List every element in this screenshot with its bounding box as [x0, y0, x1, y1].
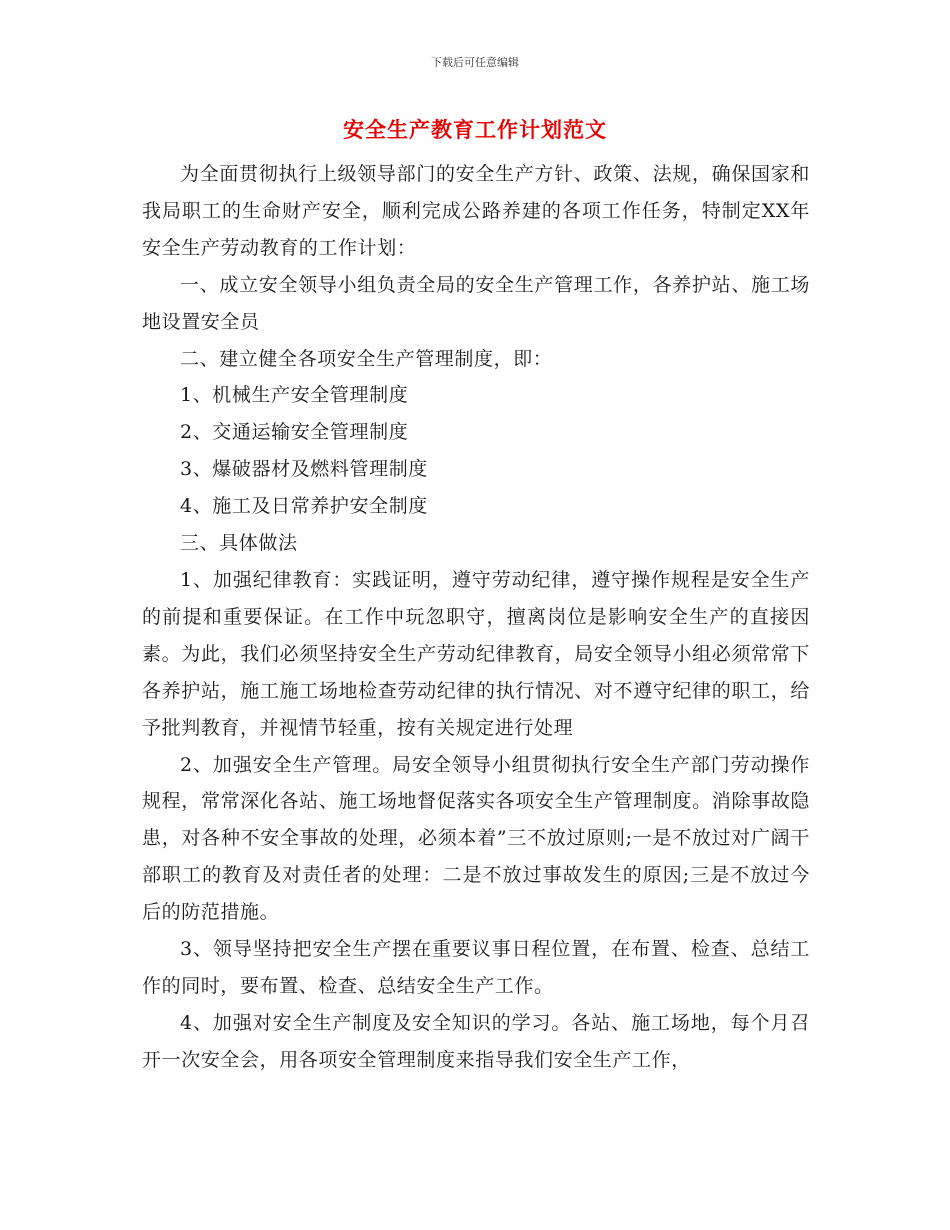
paragraph-section-2: 二、建立健全各项安全生产管理制度，即：: [180, 347, 553, 370]
document-body: [142, 156, 810, 1079]
paragraph-item: 3、爆破器材及燃料管理制度: [180, 458, 428, 481]
paragraph-section-1: 一、成立安全领导小组负责全局的安全生产管理工作，各养护站、施工场地设置安全员: [142, 273, 810, 333]
paragraph-item: 2、交通运输安全管理制度: [180, 421, 409, 444]
paragraph-method: 3、领导坚持把安全生产摆在重要议事日程位置，在布置、检查、总结工作的同时，要布置、检查、总结安全生产工作。: [142, 938, 810, 997]
paragraph-method: 2、加强安全生产管理。局安全领导小组贯彻执行安全生产部门劳动操作规程，常常深化各站、施工场地督促落实各项安全生产管理制度。消除事故隐患，对各种不安全事故的处理，必须本着”三不放过原则;一是不放过对广阔干部职工的教育及对责任者的处理：二是不放过事故发生的原因;三是不放过今后的防范措施。: [142, 753, 810, 924]
paragraph-intro: 为全面贯彻执行上级领导部门的安全生产方针、政策、法规，确保国家和我局职工的生命财产安全，顺利完成公路养建的各项工作任务，特制定XX年安全生产劳动教育的工作计划：: [142, 163, 810, 259]
document-title: 安全生产教育工作计划范文: [343, 118, 607, 142]
paragraph-item: 4、施工及日常养护安全制度: [180, 495, 428, 518]
paragraph-method: 4、加强对安全生产制度及安全知识的学习。各站、施工场地，每个月召开一次安全会，用各项安全管理制度来指导我们安全生产工作，: [142, 1011, 810, 1071]
paragraph-section-3: 三、具体做法: [180, 532, 298, 555]
header-note: 下载后可任意编辑: [431, 56, 519, 69]
paragraph-item: 1、机械生产安全管理制度: [180, 384, 409, 407]
paragraph-method: 1、加强纪律教育：实践证明，遵守劳动纪律，遵守操作规程是安全生产的前提和重要保证。在工作中玩忽职守，擅离岗位是影响安全生产的直接因素。为此，我们必须坚持安全生产劳动纪律教育，局安全领导小组必须常常下各养护站，施工施工场地检查劳动纪律的执行情况、对不遵守纪律的职工，给予批判教育，并视情节轻重，按有关规定进行处理: [142, 568, 810, 739]
